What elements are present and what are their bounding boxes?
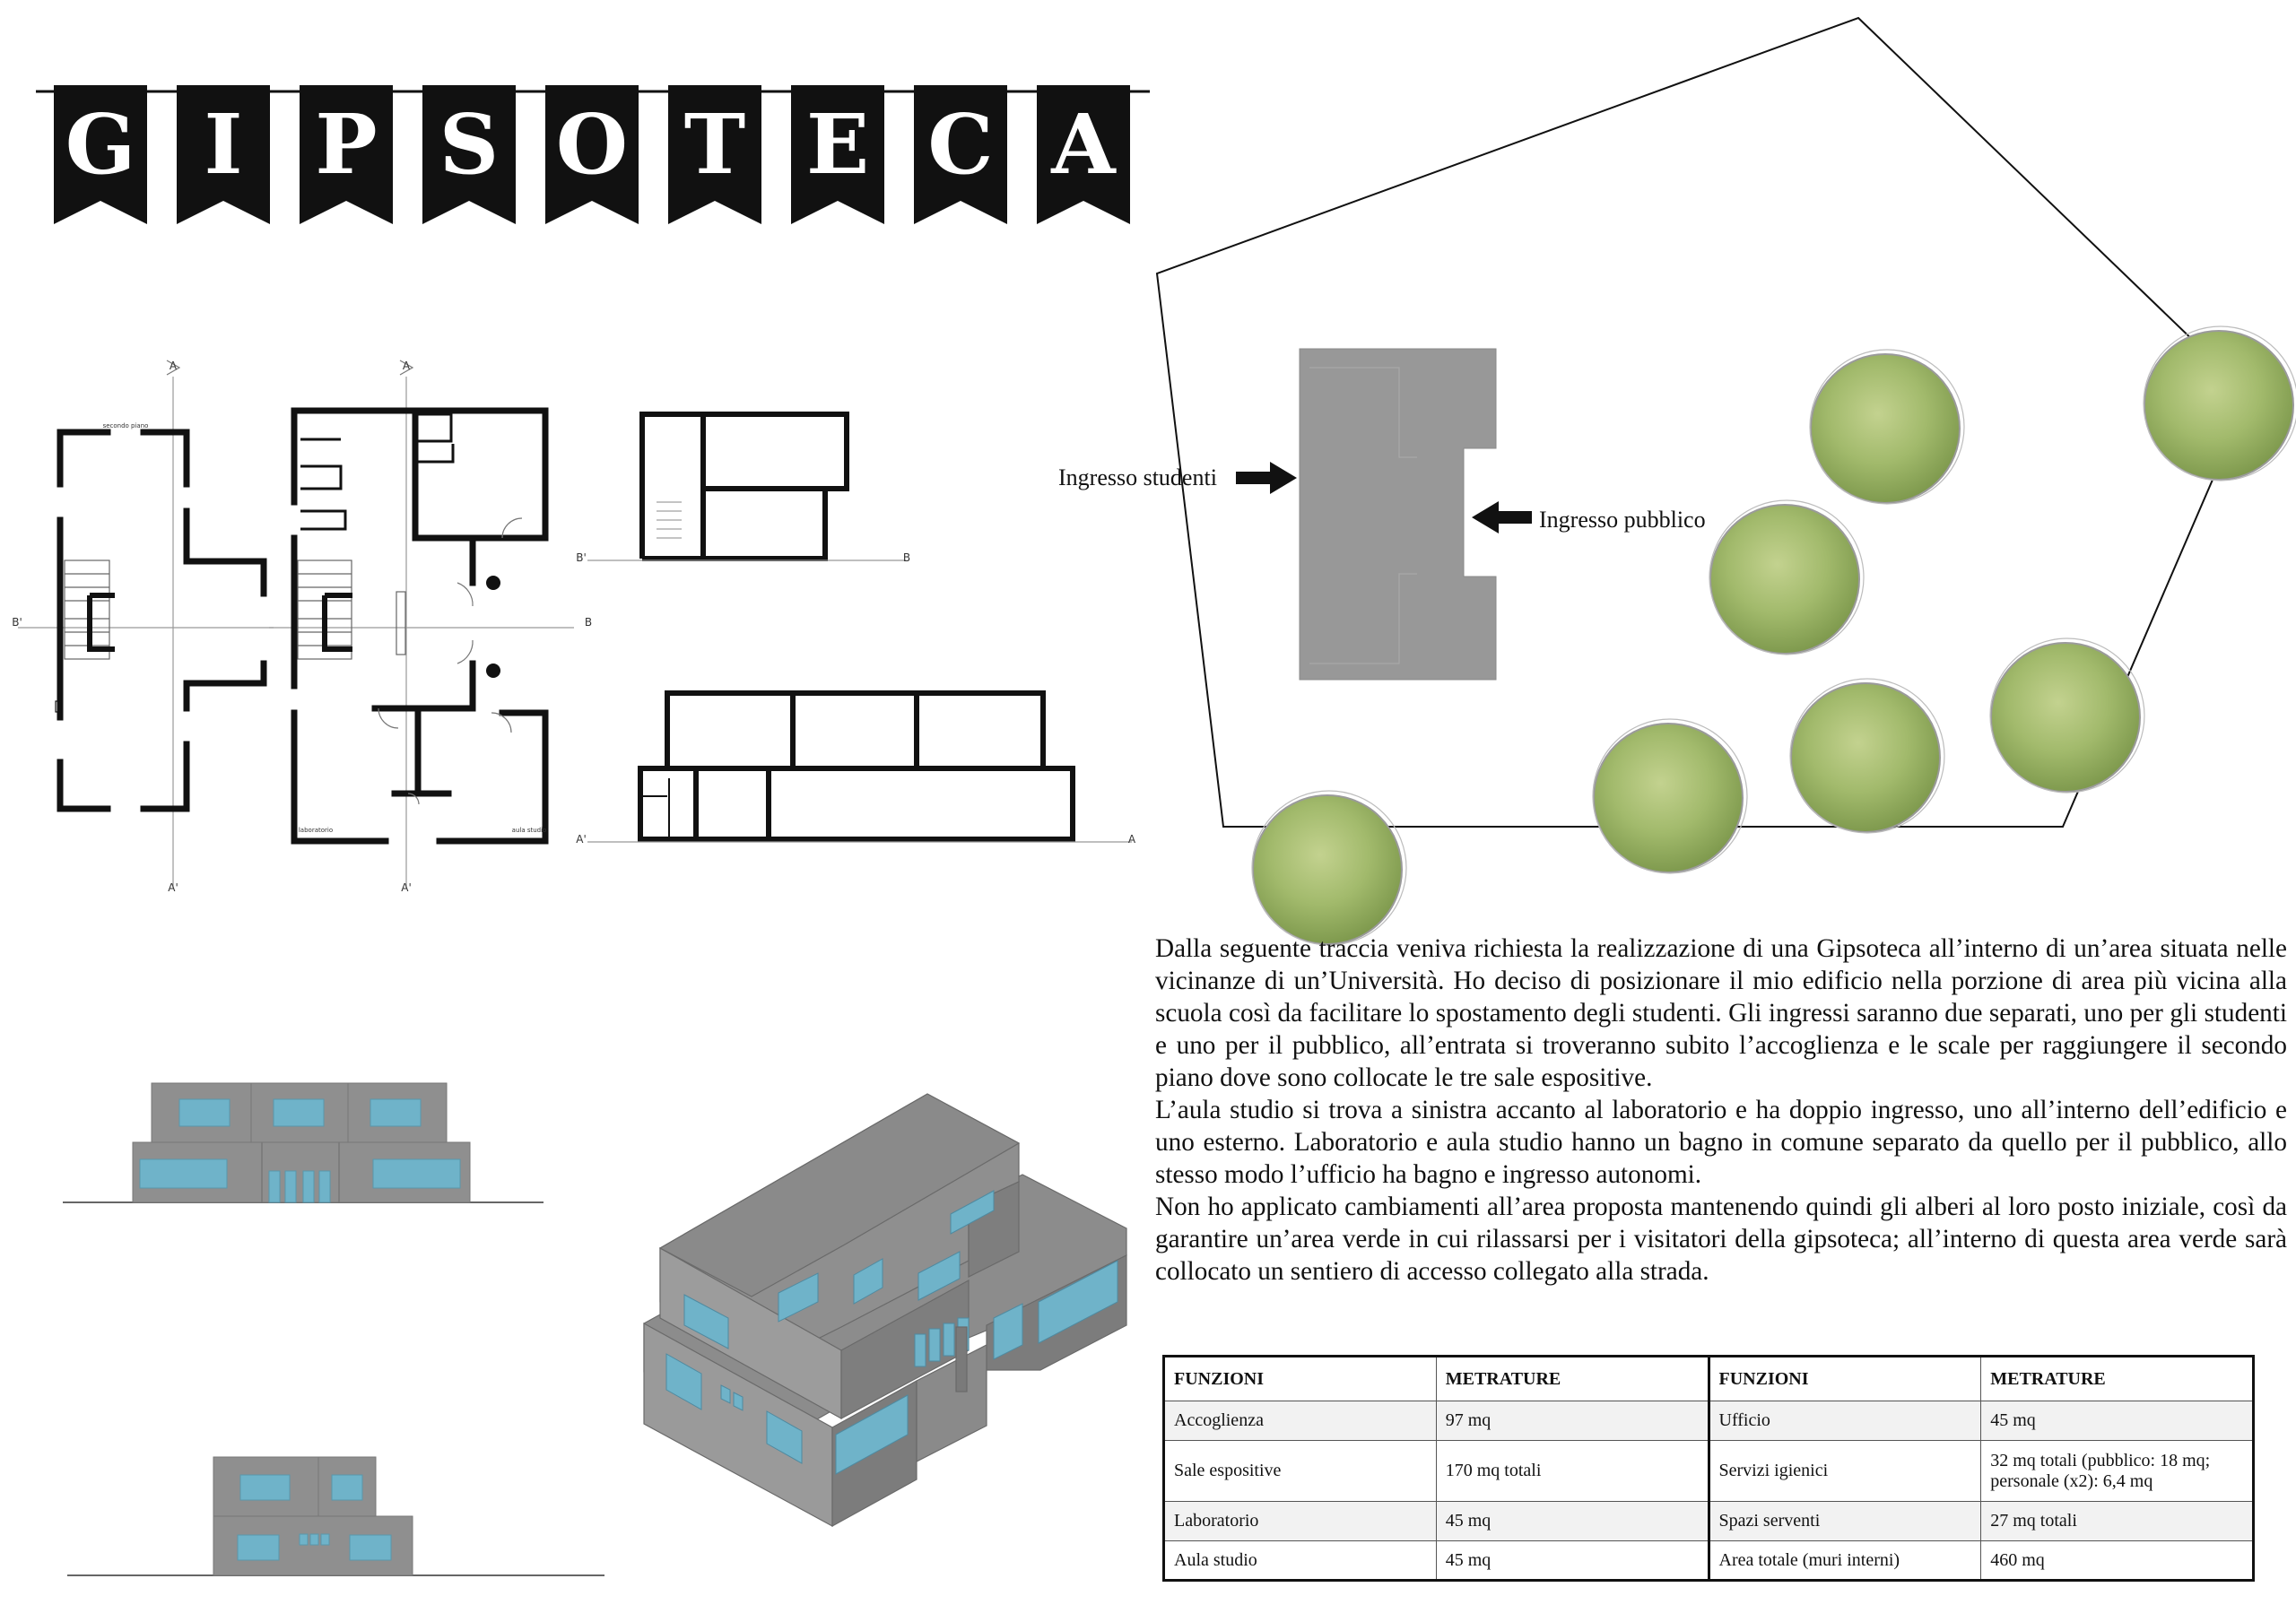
section-b <box>576 414 910 564</box>
table-cell: 170 mq totali <box>1436 1441 1709 1502</box>
banner-letter: O <box>555 96 629 193</box>
table-row <box>1164 1502 2254 1541</box>
table-cell: Ufficio <box>1709 1401 1981 1441</box>
header-funzioni-1: FUNZIONI <box>1164 1357 1437 1401</box>
table-cell: 460 mq <box>1981 1541 2254 1581</box>
banner-letter: P <box>315 96 378 193</box>
elevation-side <box>67 1457 604 1575</box>
table-cell: Laboratorio <box>1164 1502 1437 1541</box>
banner-letter: T <box>683 96 746 193</box>
section-label-b-prime: B' <box>12 616 22 629</box>
description-paragraph-2: L’aula studio si trova a sinistra accanto al laboratorio e ha doppio ingresso, uno all’interno dell’edificio e uno esterno. Laboratorio e aula studio hanno un bagno in comune separato da quello per il pubblico, allo stesso modo l’ufficio ha bagno e ingresso autonomi. <box>1155 1096 2287 1189</box>
banner-flag <box>791 85 884 224</box>
section-label-b-right-1: B <box>584 616 593 629</box>
banner-flags <box>54 85 1130 224</box>
table-cell: 32 mq totali (pubblico: 18 mq; personale (x2): 6,4 mq <box>1981 1441 2254 1502</box>
plan-room-label-aula-studio: aula studio <box>511 827 547 834</box>
header-metrature-2: METRATURE <box>1981 1357 2254 1401</box>
banner-flag <box>545 85 639 224</box>
section-label-a-prime-2: A' <box>576 833 587 846</box>
banner-flag <box>914 85 1007 224</box>
header-funzioni-2: FUNZIONI <box>1709 1357 1981 1401</box>
table-row <box>1164 1541 2254 1581</box>
functions-table <box>1162 1355 2255 1582</box>
section-label-a-top-1: A <box>169 360 178 372</box>
tree-icon <box>1593 719 1747 873</box>
header-metrature-1: METRATURE <box>1436 1357 1709 1401</box>
table-row <box>1164 1441 2254 1502</box>
section-label-a-prime-bottom-1: A' <box>168 881 178 894</box>
banner-letter: E <box>805 96 870 193</box>
table-cell: 45 mq <box>1981 1401 2254 1441</box>
table-header-row <box>1164 1357 2254 1401</box>
plan-room-label-laboratorio: laboratorio <box>298 827 334 834</box>
arrow-ingresso-studenti <box>1236 462 1297 494</box>
banner-flag <box>1037 85 1130 224</box>
banner-letter: S <box>439 96 500 193</box>
axonometric-view <box>644 1094 1126 1526</box>
section-label-b-2: B <box>902 551 911 564</box>
banner-flag <box>668 85 761 224</box>
banner-flag <box>54 85 147 224</box>
tree-icon <box>1709 500 1864 655</box>
tree-icon <box>1790 679 1944 833</box>
table-cell: 27 mq totali <box>1981 1502 2254 1541</box>
floor-plan-second <box>12 360 274 894</box>
tree-icon <box>1990 638 2144 793</box>
table-cell: Sale espositive <box>1164 1441 1437 1502</box>
column-1 <box>486 576 500 590</box>
banner-letter: C <box>927 96 994 193</box>
table-cell: Area totale (muri interni) <box>1709 1541 1981 1581</box>
elevation-front <box>63 1083 544 1202</box>
banner-letter: I <box>204 96 243 193</box>
banner-flag <box>300 85 393 224</box>
section-a <box>576 693 1136 846</box>
label-ingresso-studenti: Ingresso studenti <box>1058 464 1217 490</box>
tree-icon <box>1810 350 1964 504</box>
banner-letter: G <box>65 96 136 193</box>
table-cell: Aula studio <box>1164 1541 1437 1581</box>
table-row <box>1164 1401 2254 1441</box>
floor-plan-ground <box>269 360 592 894</box>
table-cell: 45 mq <box>1436 1541 1709 1581</box>
tree-icon <box>1252 791 1406 945</box>
title-banner <box>36 85 1150 224</box>
banner-flag <box>177 85 270 224</box>
section-label-a-2: A <box>1127 833 1136 846</box>
table-cell: 97 mq <box>1436 1401 1709 1441</box>
section-label-a-top-2: A <box>402 360 411 372</box>
table-cell: Accoglienza <box>1164 1401 1437 1441</box>
site-plan <box>1058 18 2296 945</box>
building-footprint <box>1300 349 1496 680</box>
table-cell: Spazi serventi <box>1709 1502 1981 1541</box>
banner-letter: A <box>1051 96 1116 193</box>
column-2 <box>486 664 500 678</box>
table-cell: 45 mq <box>1436 1502 1709 1541</box>
section-label-b-prime-2: B' <box>576 551 587 564</box>
project-description <box>1155 932 2287 1288</box>
tree-icon <box>2144 326 2296 481</box>
banner-flag <box>422 85 516 224</box>
table-cell: Servizi igienici <box>1709 1441 1981 1502</box>
description-paragraph-1: Dalla seguente traccia veniva richiesta la realizzazione di una Gipsoteca all’interno di un’area situata nelle vicinanze di un’Università. Ho deciso di posizionare il mio edificio nella porzione di area più vicina alla scuola così da facilitare lo spostamento degli studenti. Gli ingressi saranno due separati, uno per gli studenti e uno per il pubblico, all’entrata si troveranno subito l’accoglienza e le scale per raggiungere il secondo piano dove sono collocate le tre sale espositive. <box>1155 934 2287 1092</box>
plan-room-label-secondo-piano: secondo piano <box>102 422 149 429</box>
label-ingresso-pubblico: Ingresso pubblico <box>1539 507 1706 533</box>
description-paragraph-3: Non ho applicato cambiamenti all’area proposta mantenendo quindi gli alberi al loro posto iniziale, così da garantire un’area verde in cui rilassarsi per i visitatori della gipsoteca; all’interno di questa area verde sarà collocato un sentiero di accesso collegato alla strada. <box>1155 1193 2287 1286</box>
arrow-ingresso-pubblico <box>1472 501 1532 533</box>
section-label-a-prime-bottom-2: A' <box>401 881 412 894</box>
